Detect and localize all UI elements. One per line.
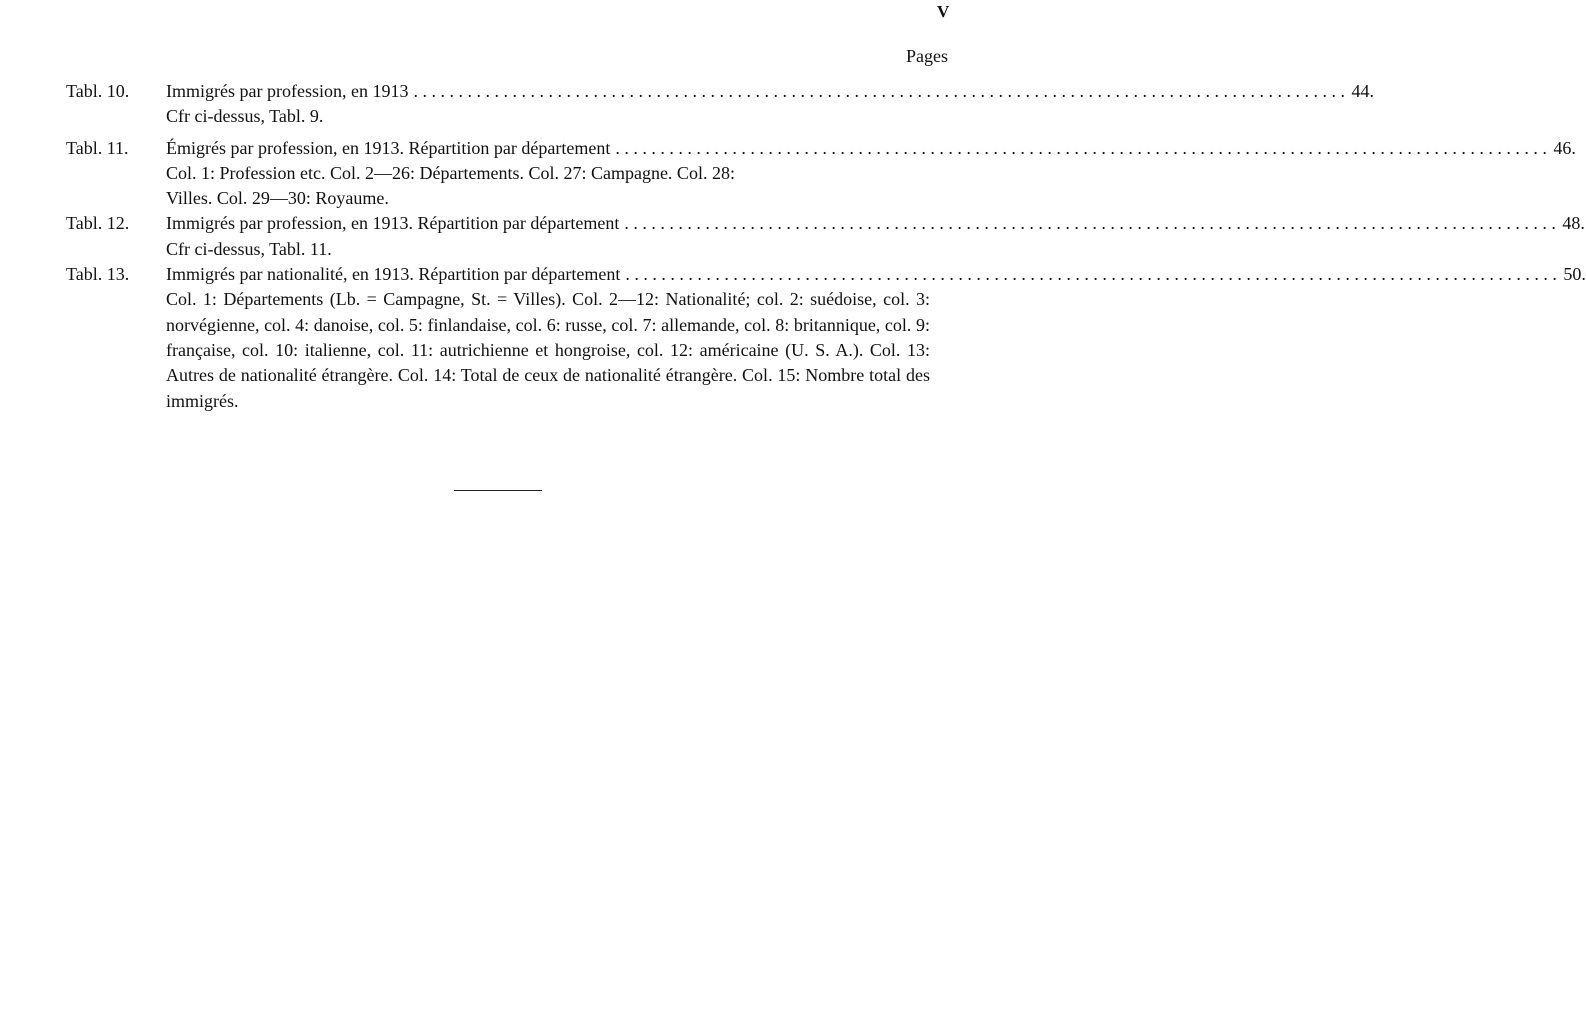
- dot-leader: ........................................................................................................: [624, 213, 1561, 234]
- entry-note: Cfr ci-dessus, Tabl. 9.: [166, 106, 324, 127]
- entry-title-line: [166, 136, 1576, 161]
- toc-entry-tabl-13: [66, 262, 1586, 414]
- entry-label: Tabl. 13.: [66, 264, 130, 285]
- entry-page-ref: 48.: [1562, 213, 1585, 234]
- entry-note: Villes. Col. 29—30: Royaume.: [166, 188, 389, 209]
- toc-entry-tabl-10: [66, 79, 1374, 130]
- entry-note: Col. 1: Profession etc. Col. 2—26: Départements. Col. 27: Campagne. Col. 28:: [166, 162, 735, 183]
- entry-title: Immigrés par profession, en 1913: [166, 81, 409, 101]
- entry-body: [166, 136, 1576, 212]
- entry-description: Col. 1: Départements (Lb. = Campagne, St. = Villes). Col. 2—12: Nationalité; col. 2: suédoise, col. 3: norvégienne, col. 4: danoise, col. 5: finlandaise, col. 6: russe, col. 7: allemande, col. 8: britannique, col. 9: française, col. 10: italienne, col. 11: autrichienne et hongroise, col. 12: américaine (U. S. A.). Col. 13: Autres de nationalité étrangère. Col. 14: Total de ceux de nationalité étrangère. Col. 15: Nombre total des immigrés.: [166, 289, 930, 411]
- entry-title: Immigrés par profession, en 1913. Répartition par département: [166, 213, 620, 234]
- page-number: V: [937, 2, 950, 21]
- entry-page-ref: 46.: [1553, 137, 1576, 158]
- entry-body: [166, 79, 1374, 130]
- entry-body: [166, 211, 1585, 262]
- entry-title: Émigrés par profession, en 1913. Répartition par département: [166, 137, 611, 158]
- pages-column-label: Pages: [906, 46, 948, 66]
- entry-title-line: [166, 262, 1586, 287]
- entry-title: Immigrés par nationalité, en 1913. Répartition par département: [166, 264, 621, 285]
- dot-leader: ........................................................................................................: [413, 81, 1350, 101]
- entry-body: [166, 262, 1586, 414]
- toc-entry-tabl-11: [66, 136, 1576, 212]
- dot-leader: ........................................................................................................: [615, 137, 1552, 158]
- table-of-contents: [66, 79, 1586, 414]
- entry-title-line: [166, 211, 1585, 236]
- entry-page-ref: 44.: [1351, 81, 1374, 101]
- entry-label: Tabl. 11.: [66, 137, 129, 158]
- toc-entry-tabl-12: [66, 211, 1585, 262]
- section-divider: [454, 490, 542, 491]
- entry-label: Tabl. 10.: [66, 81, 130, 101]
- entry-title-line: [166, 79, 1374, 104]
- dot-leader: ........................................................................................................: [625, 264, 1562, 285]
- entry-label: Tabl. 12.: [66, 213, 130, 234]
- entry-note: Cfr ci-dessus, Tabl. 11.: [166, 238, 332, 259]
- entry-page-ref: 50.: [1563, 264, 1586, 285]
